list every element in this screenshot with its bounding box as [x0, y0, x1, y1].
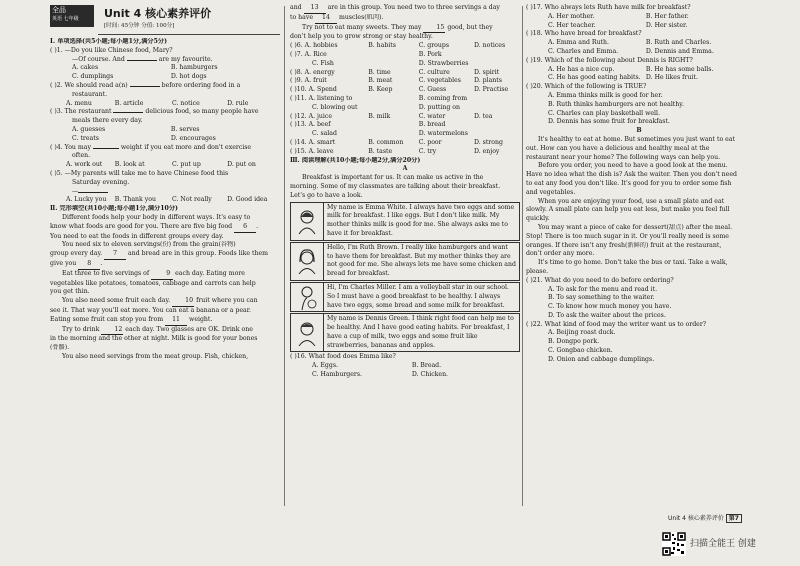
q22-options: A. Beijing roast duck. B. Dongpo pork. C. Gongbao chicken. D. Onion and cabbage dumplings.	[548, 329, 655, 363]
passage-b: It's healthy to eat at home. But sometimes you just want to eat out. How can you have a delicious and healthy meal at the restaurant near your home? The following ways can help you. Before you order, you need to have a good look at the menu. Have no idea what the dish is? Ask the waiter. Then you don't need to eat any food you don't like. It's good for you to order some fish and vegetables. When you are enjoying your food, use a small plate and eat slowly. A small plate can help you eat less, but make you feel full quickly. You may want a piece of cake for dessert(甜点) after the meal. Stop! There is too much sugar in it. Or you'll really need is some oranges. If there isn't any fresh(新鲜的) fruit at the restaurant, don't order any more. It's time to go home. Don't take the bus or taxi. Take a walk, please.	[526, 135, 737, 275]
blank-9[interactable]: 9	[151, 270, 173, 280]
q12-options: ( )12. A. juice B. milk C. water D. tea	[290, 112, 493, 120]
q7-options: ( )7. A. Rice B. Pork C. Fish D. Strawberries	[290, 50, 469, 67]
blank-12[interactable]: 12	[101, 326, 123, 336]
volleyball-player-icon	[291, 283, 324, 311]
series-badge: 全品 英语 七年级	[50, 5, 94, 27]
q9-options: ( )9. A. fruit B. meat C. vegetables D. plants	[290, 77, 502, 85]
section-3-title: Ⅲ. 阅读理解(共10小题;每小题2分,满分20分)	[290, 156, 421, 164]
column-2: and 13 are in this group. You need two to three servings a day to have 14 muscles(肌肉). Try not to eat many sweets. They may 15 good, but they don't help you to grow strong or stay healthy. ( )6. A. hobbies B. habits C. groups D. notices ( )7. A. Rice B. Pork C. Fish D. Strawberries ( )8. A. energy B. time C. culture D. spirit ( )9. A. fruit B. meat C. vegetables D. plants ( )10. A. Spend B. Keep C. Guess D. Practise ( )11. A. listening to B. coming from C. blowing out D. putting on ( )12. A. juice B. milk C. water D. tea ( )13. A. beef B. bread C. salad D. watermelons ( )14. A. smart B. common C. poor D. strong ( )15. A. leave B. taste C. try D. enjoy Ⅲ. 阅读理解(共10小题;每小题2分,满分20分) A Breakfast is important for us. It can make us active in the morning. Some of my classmates are talking about their breakfast. Let's go to have a look. My name is Emma White. I always have two eggs and some milk for breakfast. I like eggs. But I don't like milk. My mother thinks milk is good for me. She always asks me to have it for breakfast. Hello, I'm Ruth Brown. I really like hamburgers and want to have them for breakfast. But my mother thinks they are not good for me. She always lets me have some chicken and bread for breakfast. Hi, I'm Charles Miller. I am a volleyball star in our school. So I must have a good breakfast to be healthy. I always have two eggs, some bread and some milk for breakfast. My name is Dennis Green. I think right food can help me to be healthy. And I have good eating habits. For breakfast, I have a cup of milk, two eggs and some fruit like strawberries, bananas and apples. ( )16. What food does Emma like? A. Eggs. B. Bread. C. Hamburgers. D. Chicken.	[290, 4, 520, 380]
q4-line1: ( )4. You may weight if you eat more and don't exercise	[50, 143, 252, 151]
blank-14[interactable]: 14	[315, 14, 337, 24]
column-divider	[284, 6, 285, 506]
blank-15[interactable]: 15	[423, 24, 445, 34]
passage-a-label: A	[402, 165, 408, 173]
q19-options: A. He has a nice cup. B. He has some balls. C. He has good eating habits. D. He likes fruit.	[548, 65, 714, 82]
cloze-p3: Eat three to five servings of 9 each day. Eating more	[50, 270, 278, 280]
q6-options: ( )6. A. hobbies B. habits C. groups D. notices	[290, 42, 506, 50]
paper-title: Unit 4 核心素养评价	[104, 7, 212, 20]
profile-ruth: Hello, I'm Ruth Brown. I really like hamburgers and want to have them for breakfast. But my mother thinks they are not good for me. She always lets me have some chicken and bread for breakfast.	[290, 242, 520, 281]
q10-options: ( )10. A. Spend B. Keep C. Guess D. Practise	[290, 86, 509, 94]
profile-emma: My name is Emma White. I always have two eggs and some milk for breakfast. I like eggs. But I don't like milk. My mother thinks milk is good for me. She always asks me to have it for breakfast.	[290, 202, 520, 241]
q14-options: ( )14. A. smart B. common C. poor D. strong	[290, 138, 503, 146]
time-score-info: [时间: 45分钟 分值: 100分]	[104, 23, 175, 29]
q5-line1: ( )5. —My parents will take me to have Chinese food this	[50, 169, 229, 177]
q17-question: ( )17. Who always lets Ruth have milk for breakfast?	[526, 4, 691, 11]
qr-code-icon[interactable]	[662, 532, 686, 556]
q22-question: ( )22. What kind of food may the writer want us to order?	[526, 320, 707, 328]
girl-avatar-icon	[291, 243, 324, 280]
page-number: 第7	[726, 514, 742, 523]
boy-avatar-icon	[291, 314, 324, 351]
q18-options: A. Emma and Ruth. B. Ruth and Charles. C. Charles and Emma. D. Dennis and Emma.	[548, 39, 714, 55]
q3-options: A. guesses B. serves C. treats D. encourages	[72, 125, 216, 142]
paper-header	[50, 4, 278, 38]
cloze-p5: Try to drink 12 each day. Two glasses are OK. Drink one	[50, 326, 278, 336]
footer-unit: Unit 4 核心素养评价	[668, 515, 724, 522]
blank-10[interactable]: 10	[172, 297, 194, 307]
scanner-watermark: 扫描全能王 创建	[690, 539, 756, 549]
q4-options: A. work out B. look at C. put up D. put on	[66, 161, 256, 169]
blank-8[interactable]: 8	[78, 260, 100, 270]
page-footer	[668, 513, 742, 522]
section-2-title: Ⅱ. 完形填空(共10小题;每小题1分,满分10分)	[50, 205, 178, 213]
passage-b-label: B	[636, 127, 642, 135]
q13-options: ( )13. A. beef B. bread C. salad D. watermelons	[290, 121, 468, 138]
girl-avatar-icon	[291, 203, 324, 240]
q16-options: A. Eggs. B. Bread. C. Hamburgers. D. Chicken.	[312, 362, 449, 379]
cloze-p4: You also need some fruit each day. 10 fruit where you can	[50, 297, 278, 307]
column-3	[526, 4, 752, 365]
cloze-p6: You also need servings from the meat group. Fish, chicken,	[62, 352, 249, 360]
q1-options: A. cakes B. hamburgers C. dumplings D. hot dogs	[72, 64, 218, 81]
title-underline	[98, 34, 280, 35]
cloze-p1: Different foods help your body in different ways. It's easy to	[62, 213, 251, 221]
q21-options: A. To ask for the menu and read it. B. To say something to the waiter. C. To know how much money you have. D. To ask the waiter about the prices.	[548, 285, 672, 319]
q19-question: ( )19. Which of the following about Dennis is RIGHT?	[526, 56, 693, 64]
blank-6[interactable]: 6	[234, 223, 256, 233]
q15-options: ( )15. A. leave B. taste C. try D. enjoy	[290, 147, 500, 155]
blank-11[interactable]: 11	[165, 316, 187, 326]
q2-line1: ( )2. We should read a(n) before ordering food in a	[50, 81, 241, 89]
q3-line1: ( )3. The restaurant delicious food, so many people have	[50, 108, 259, 116]
q16-question: ( )16. What food does Emma like?	[290, 353, 396, 361]
q17-options: A. Her mother. B. Her father. C. Her teacher. D. Her sister.	[548, 12, 689, 29]
cloze-p2: You need six to eleven servings(份) from the grain(谷物)	[62, 241, 236, 249]
q1-line2: —Of course. And are my favourite.	[72, 55, 213, 63]
q1-line1: ( )1. —Do you like Chinese food, Mary?	[50, 46, 173, 54]
profile-dennis: My name is Dennis Green. I think right food can help me to be healthy. And I have good eating habits. For breakfast, I have a cup of milk, two eggs and some fruit like strawberries, bananas and apples.	[290, 313, 520, 352]
blank-13[interactable]: 13	[304, 4, 326, 14]
q20-options: A. Emma thinks milk is good for her. B. Ruth thinks hamburgers are not healthy. C. Charles can play basketball well. D. Dennis has some fruit for breakfast.	[548, 91, 684, 126]
profile-charles: Hi, I'm Charles Miller. I am a volleyball star in our school. So I must have a good breakfast to be healthy. I always have two eggs, some bread and some milk for breakfast.	[290, 282, 520, 312]
column-divider	[522, 6, 523, 506]
q20-question: ( )20. Which of the following is TRUE?	[526, 83, 647, 91]
blank-7[interactable]: 7	[104, 250, 126, 260]
q21-question: ( )21. What do you need to do before ordering?	[526, 276, 674, 284]
q5-options: A. Lucky you B. Thank you C. Not really D. Good idea	[66, 196, 268, 204]
q18-question: ( )18. Who have bread for breakfast?	[526, 30, 642, 38]
column-1: 全品 英语 七年级 Unit 4 核心素养评价 [时间: 45分钟 分值: 100分] Ⅰ. 单项选择(共5小题;每小题1分,满分5分) ( )1. —Do you like Chinese food, Mary? —Of course. And are my favourite. A. cakes B. hamburgers C. dumplings D. hot dogs ( )2. We should read a(n) before ordering food in a restaurant. A. menu B. article C. notice D. rule ( )3. The restaurant delicious food, so many people have meals there every day. A. guesses B. serves C. treats D. encourages ( )4. You may weight if you eat more and don't exercise often. A. work out B. look at C. put up D. put on ( )5. —My parents will take me to have Chinese food this Saturday evening. — A. Lucky you B. Thank you C. Not really D. Good idea Ⅱ. 完形填空(共10小题;每小题1分,满分10分) Different foods help your body in different ways. It's easy to know what foods are good for you. There are five big food 6 . You need to eat the foods in different groups every day. You need six to eleven servings(份) from the grain(谷物) group every day. 7 and bread are in this group. Foods like them give you 8 . Eat three to five servings of 9 each day. Eating more vegetables like potatoes, tomatoes, cabbage and carrots can help you get thin. You also need some fruit each day. 10 fruit where you can see it. That way you'll eat more. You can eat a banana or a pear. Eating some fruit can stop you from 11 weight. Try to drink 12 each day. Two glasses are OK. Drink one in the morning and the other at night. Milk is good for your bones (骨骼). You also need servings from the meat group. Fish, chicken,	[50, 4, 278, 362]
section-1-title: Ⅰ. 单项选择(共5小题;每小题1分,满分5分)	[50, 38, 168, 45]
q2-options: A. menu B. article C. notice D. rule	[66, 99, 249, 107]
q8-options: ( )8. A. energy B. time C. culture D. spirit	[290, 68, 500, 76]
q11-options: ( )11. A. listening to B. coming from C. blowing out D. putting on	[290, 94, 468, 111]
